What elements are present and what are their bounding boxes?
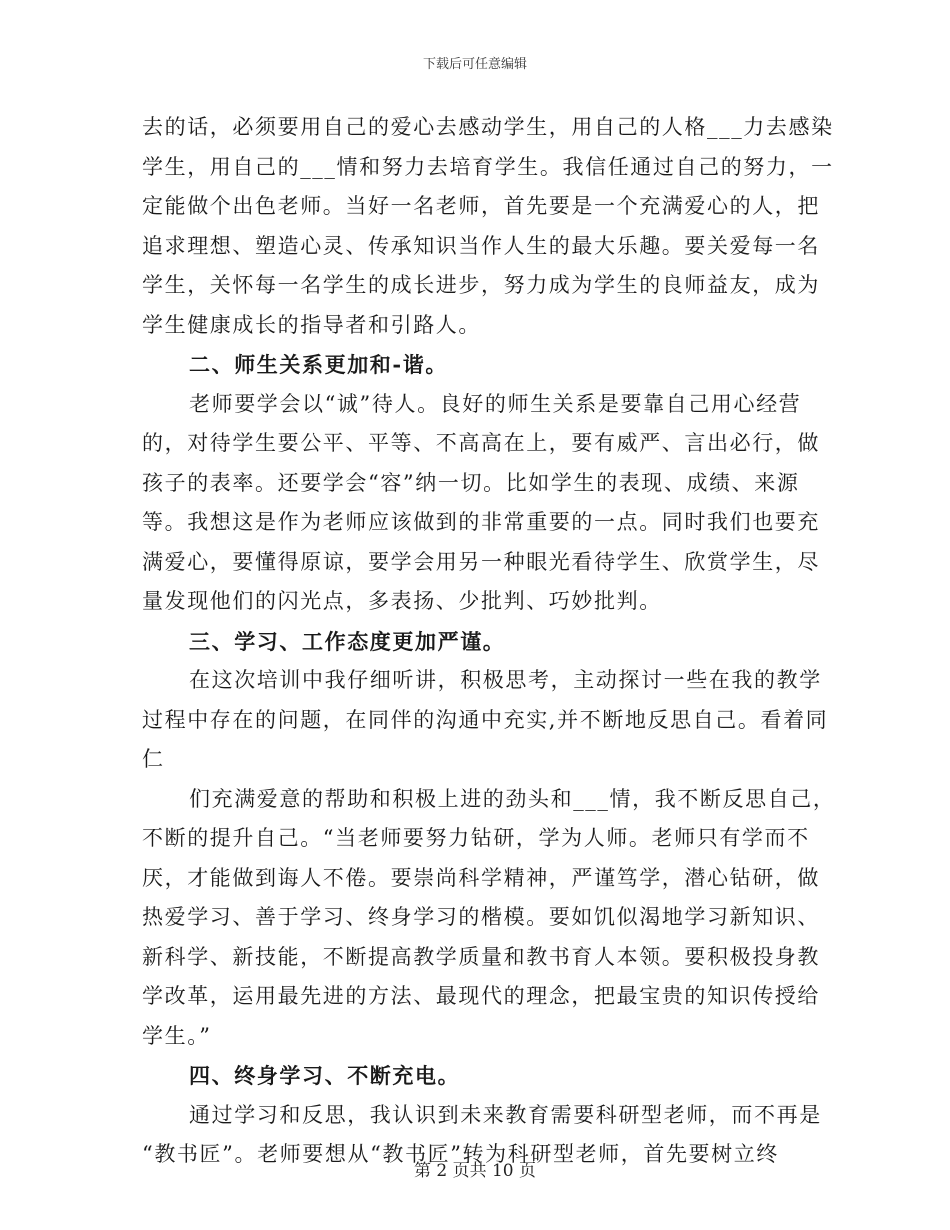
paragraph-first-line: 在这次培训中我仔细听讲，积极思考，主动探讨一些在我的教学 xyxy=(189,668,822,692)
paragraph-first-line: 老师要学会以“诚”待人。良好的师生关系是要靠自己用心经营 xyxy=(189,391,802,416)
page-header: 下载后可任意编辑 xyxy=(422,57,527,72)
body-line: 不断的提升自己。“当老师要努力钻研，学为人师。老师只有学而不 xyxy=(142,826,810,850)
document-body xyxy=(142,108,836,1175)
body-line: 满爱心，要懂得原谅，要学会用另一种眼光看待学生、欣赏学生，尽 xyxy=(142,549,820,574)
body-line: 的，对待学生要公平、平等、不高高在上，要有威严、言出必行，做 xyxy=(142,431,820,455)
body-line: 热爱学习、善于学习、终身学习的楷模。要如饥似渴地学习新知识、 xyxy=(142,905,820,929)
body-line: 孩子的表率。还要学会“容”纳一切。比如学生的表现、成绩、来源 xyxy=(142,470,800,495)
body-line: “教书匠”。老师要想从“教书匠”转为科研型老师，首先要树立终 xyxy=(142,1142,779,1166)
section-heading: 二、师生关系更加和-谐。 xyxy=(189,352,448,377)
body-line: 过程中存在的问题，在同伴的沟通中充实,并不断地反思自己。看着同 xyxy=(142,707,829,732)
body-line: 学生。” xyxy=(142,1023,212,1048)
body-line: 学生健康成长的指导者和引路人。 xyxy=(142,312,481,337)
body-line: 量发现他们的闪光点，多表扬、少批判、巧妙批判。 xyxy=(142,589,662,613)
body-line: 仁 xyxy=(142,747,165,771)
body-line: 定能做个出色老师。当好一名老师，首先要是一个充满爱心的人，把 xyxy=(142,194,820,218)
body-line: 等。我想这是作为老师应该做到的非常重要的一点。同时我们也要充 xyxy=(142,510,820,534)
section-heading: 四、终身学习、不断充电。 xyxy=(189,1063,461,1088)
page-footer: 第 2 页共 10 页 xyxy=(413,1161,537,1181)
body-line: 学改革，运用最先进的方法、最现代的理念，把最宝贵的知识传授给 xyxy=(142,984,820,1008)
body-line: 学生，用自己的___情和努力去培育学生。我信任通过自己的努力，一 xyxy=(142,154,834,179)
body-line: 学生，关怀每一名学生的成长进步，努力成为学生的良师益友，成为 xyxy=(142,273,820,297)
body-line: 追求理想、塑造心灵、传承知识当作人生的最大乐趣。要关爱每一名 xyxy=(142,233,820,258)
paragraph-first-line: 通过学习和反思，我认识到未来教育需要科研型老师，而不再是 xyxy=(189,1102,822,1127)
body-line: 去的话，必须要用自己的爱心去感动学生，用自己的人格___力去感染 xyxy=(142,115,834,139)
paragraph-first-line: 们充满爱意的帮助和积极上进的劲头和___情，我不断反思自己， xyxy=(189,786,836,811)
body-line: 厌，才能做到诲人不倦。要崇尚科学精神，严谨笃学，潜心钻研，做 xyxy=(142,865,820,890)
section-heading: 三、学习、工作态度更加严谨。 xyxy=(189,628,506,654)
body-line: 新科学、新技能，不断提高教学质量和教书育人本领。要积极投身教 xyxy=(142,944,820,969)
